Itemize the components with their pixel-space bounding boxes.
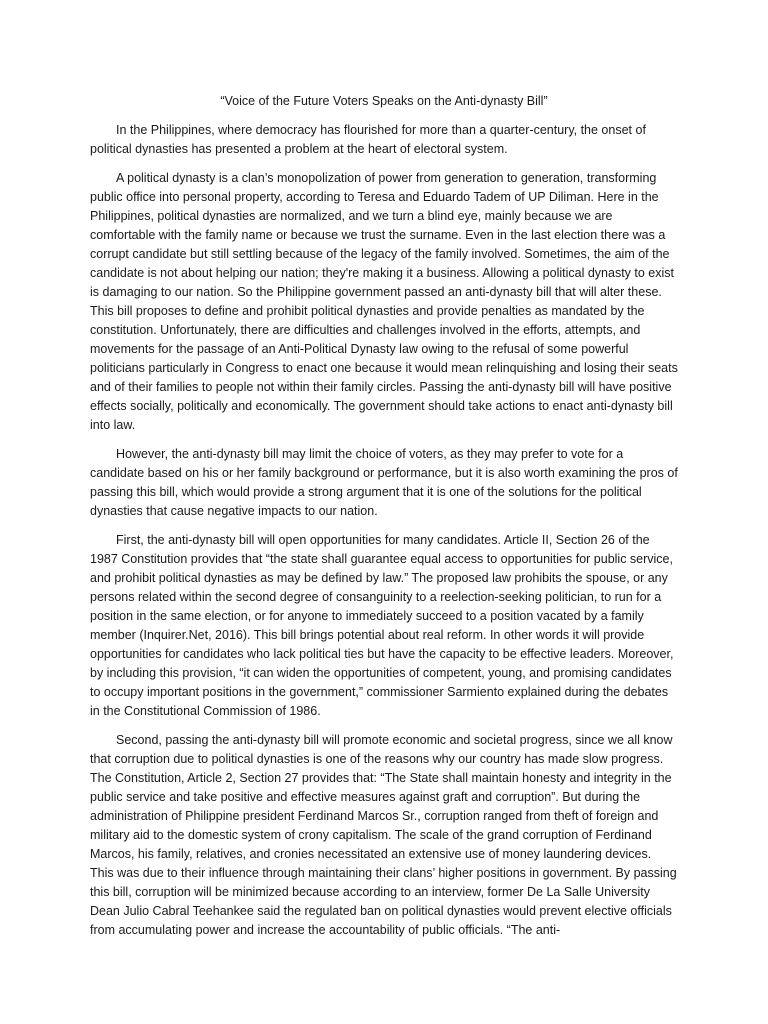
paragraph-definition: A political dynasty is a clan’s monopolization of power from generation to generation, transforming public office into personal property, according to Teresa and Eduardo Tadem of UP Diliman. Here in the Philippines, political dynasties are normalized, and we turn a blind eye, mainly because we are comfortable with the family name or because we trust the surname. Even in the last election there was a corrupt candidate but still settling because of the legacy of the family involved. Sometimes, the aim of the candidate is not about helping our nation; they're making it a business. Allowing a political dynasty to exist is damaging to our nation. So the Philippine government passed an anti-dynasty bill that will alter these. This bill proposes to define and prohibit political dynasties and provide penalties as mandated by the constitution. Unfortunately, there are difficulties and challenges involved in the efforts, attempts, and movements for the passage of an Anti-Political Dynasty law owing to the refusal of some powerful politicians particularly in Congress to enact one because it would mean relinquishing and losing their seats and of their families to people not within their family circles. Passing the anti-dynasty bill will have positive effects socially, politically and economically. The government should take actions to enact anti-dynasty bill into law. <box>90 171 678 432</box>
document-title: “Voice of the Future Voters Speaks on the Anti-dynasty Bill” <box>220 94 548 108</box>
paragraph-intro: In the Philippines, where democracy has flourished for more than a quarter-century, the onset of political dynasties has presented a problem at the heart of electoral system. <box>90 123 646 156</box>
paragraph-counterargument: However, the anti-dynasty bill may limit the choice of voters, as they may prefer to vote for a candidate based on his or her family background or performance, but it is also worth examining the pros of passing this bill, which would provide a strong argument that it is one of the solutions for the political dynasties that cause negative impacts to our nation. <box>90 447 678 518</box>
paragraph-first-argument: First, the anti-dynasty bill will open opportunities for many candidates. Article II, Section 26 of the 1987 Constitution provides that “the state shall guarantee equal access to opportunities for public service, and prohibit political dynasties as may be defined by law.” The proposed law prohibits the spouse, or any persons related within the second degree of consanguinity to a reelection-seeking politician, to run for a position in the same election, or for anyone to immediately succeed to a position vacated by a family member (Inquirer.Net, 2016). This bill brings potential about real reform. In other words it will provide opportunities for candidates who lack political ties but have the capacity to be effective leaders. Moreover, by including this provision, “it can widen the opportunities of competent, young, and promising candidates to occupy important positions in the government,” commissioner Sarmiento explained during the debates in the Constitutional Commission of 1986. <box>90 533 674 718</box>
paragraph-second-argument: Second, passing the anti-dynasty bill will promote economic and societal progress, since we all know that corruption due to political dynasties is one of the reasons why our country has made slow progress. The Constitution, Article 2, Section 27 provides that: “The State shall maintain honesty and integrity in the public service and take positive and effective measures against graft and corruption”. But during the administration of Philippine president Ferdinand Marcos Sr., corruption ranged from theft of foreign and military aid to the domestic system of crony capitalism. The scale of the grand corruption of Ferdinand Marcos, his family, relatives, and cronies necessitated an extensive use of money laundering devices. This was due to their influence through maintaining their clans’ higher positions in government. By passing this bill, corruption will be minimized because according to an interview, former De La Salle University Dean Julio Cabral Teehankee said the regulated ban on political dynasties would prevent elective officials from accumulating power and increase the accountability of public officials. “The anti- <box>90 733 677 937</box>
document-body <box>90 92 678 950</box>
